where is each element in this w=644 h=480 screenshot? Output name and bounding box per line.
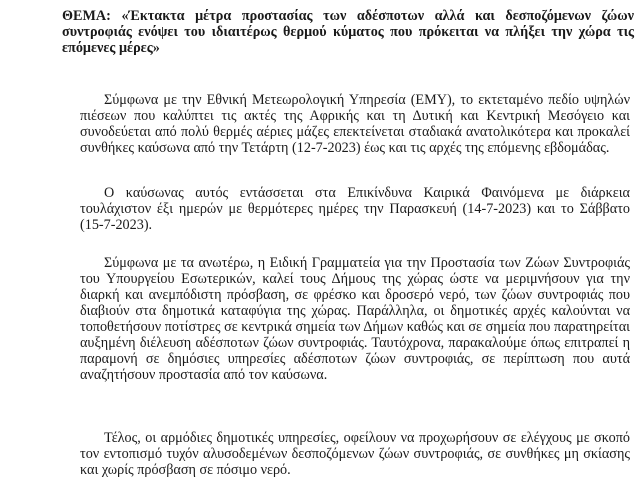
subject-label: ΘΕΜΑ: bbox=[62, 8, 111, 24]
document-subject bbox=[62, 8, 634, 56]
paragraph-1: Σύμφωνα με την Εθνική Μετεωρολογική Υπηρεσία (ΕΜΥ), το εκτεταμένο πεδίο υψηλών πιέσεων που καλύπτει τις ακτές της Αφρικής και τη Δυτική και Κεντρική Μεσόγειο και συνοδεύεται από πολύ θερμές αέριες μάζες επεκτείνεται σταδιακά ανατολικότερα και προκαλεί συνθήκες καύσωνα από την Τετάρτη (12-7-2023) έως και τις αρχές της επόμενης εβδομάδας. bbox=[80, 92, 630, 156]
paragraph-3: Σύμφωνα με τα ανωτέρω, η Ειδική Γραμματεία για την Προστασία των Ζώων Συντροφιάς του Υπουργείου Εσωτερικών, καλεί τους Δήμους της χώρας ώστε να μεριμνήσουν για την διαρκή και ανεμπόδιστη πρόσβαση, σε φρέσκο και δροσερό νερό, των ζώων συντροφιάς που διαβιούν στα δημοτικά καταφύγια της χώρας. Παράλληλα, οι δημοτικές αρχές καλούνται να τοποθετήσουν ποτίστρες σε κεντρικά σημεία των Δήμων καθώς και σε σημεία που παρατηρείται αυξημένη διέλευση αδέσποτων ζώων συντροφιάς. Ταυτόχρονα, παρακαλούμε όπως επιτραπεί η παραμονή σε δημόσιες υπηρεσίες αδέσποτων ζώων συντροφιάς, σε περίπτωση που αυτά αναζητήσουν προστασία από τον καύσωνα. bbox=[80, 255, 630, 383]
subject-text: «Έκτακτα μέτρα προστασίας των αδέσποτων αλλά και δεσποζόμενων ζώων συντροφιάς ενόψει του ιδιαιτέρως θερμού κύματος που πρόκειται να πλήξει την χώρα τις επόμενες μέρες» bbox=[62, 8, 634, 56]
paragraph-2: Ο καύσωνας αυτός εντάσσεται στα Επικίνδυνα Καιρικά Φαινόμενα με διάρκεια τουλάχιστον έξι ημερών με θερμότερες ημέρες την Παρασκευή (14-7-2023) και το Σάββατο (15-7-2023). bbox=[80, 185, 630, 233]
paragraph-4: Τέλος, οι αρμόδιες δημοτικές υπηρεσίες, οφείλουν να προχωρήσουν σε ελέγχους με σκοπό τον εντοπισμό τυχόν αλυσοδεμένων δεσποζόμενων ζώων συντροφιάς, σε συνθήκες μη σκίασης και χωρίς πρόσβαση σε πόσιμο νερό. bbox=[80, 430, 630, 478]
